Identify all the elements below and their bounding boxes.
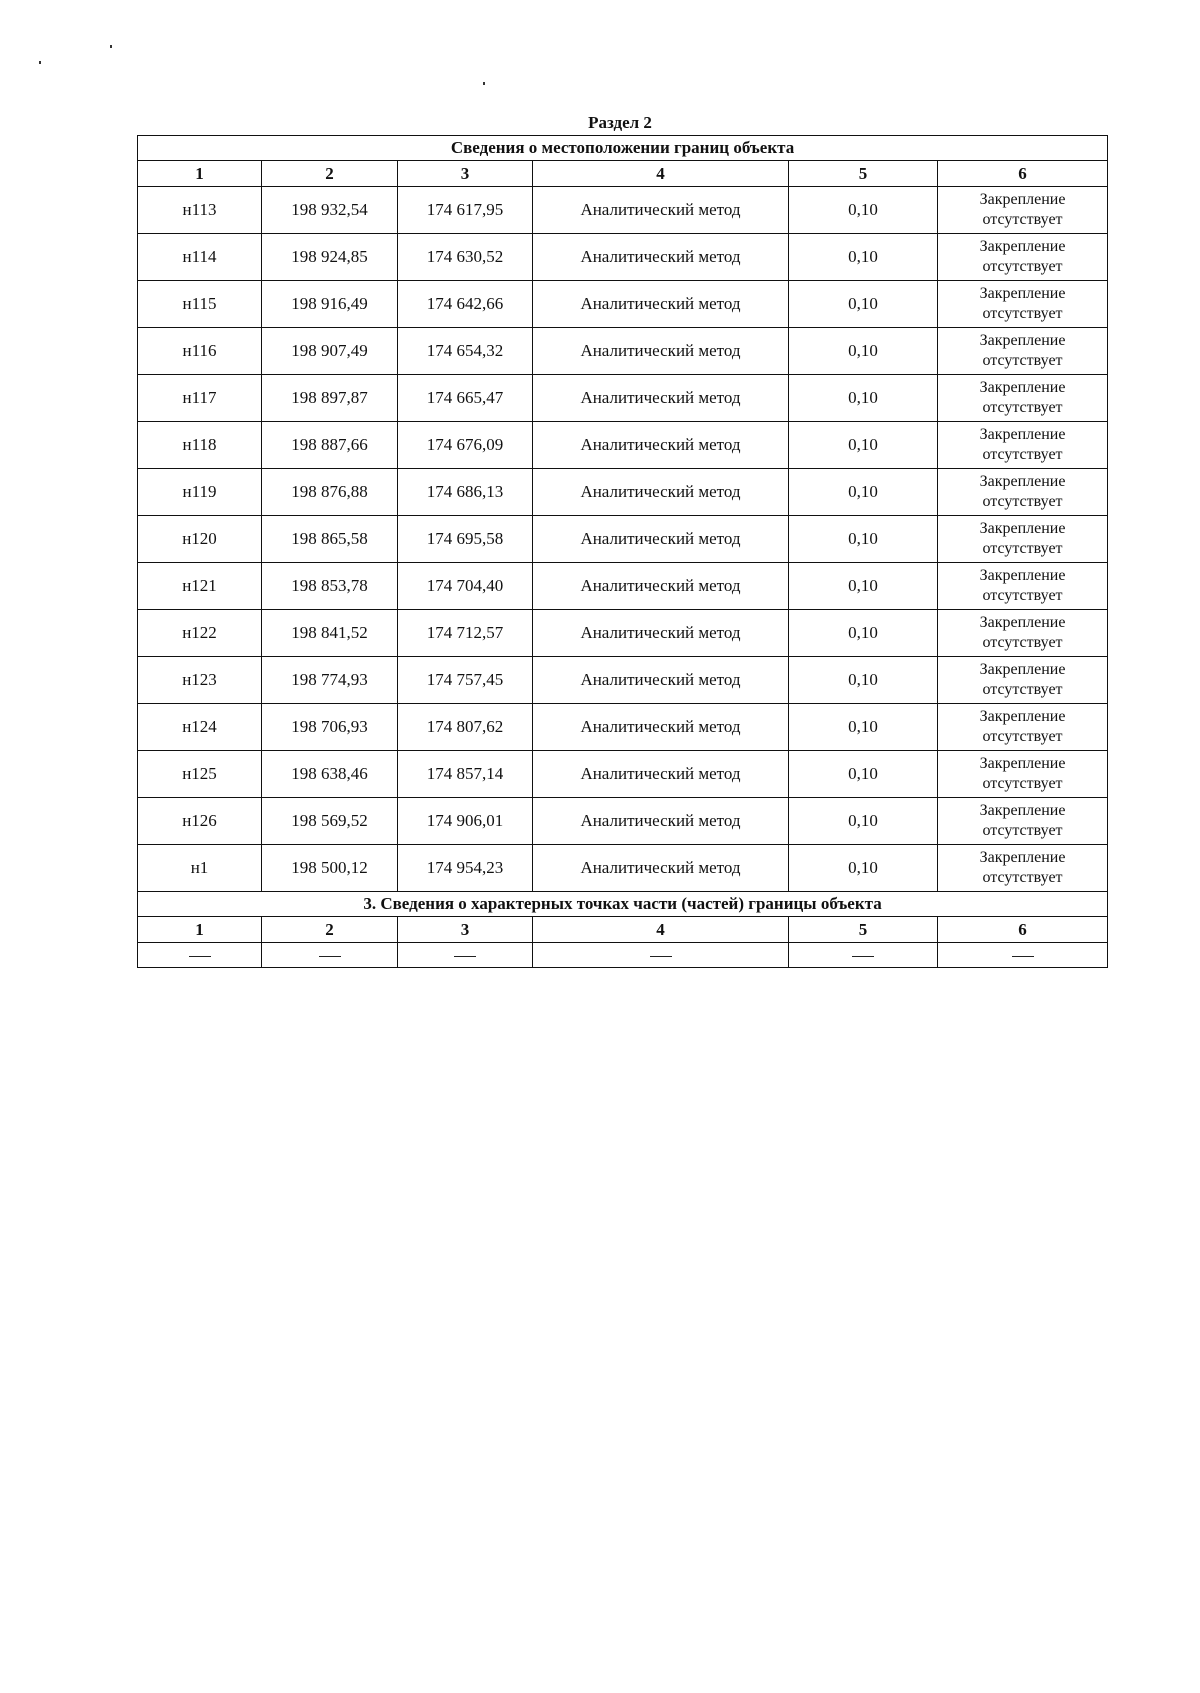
cell-accuracy: 0,10 [789, 704, 938, 751]
cell-y: 174 665,47 [398, 375, 533, 422]
cell-method: Аналитический метод [533, 281, 789, 328]
fixing-line-2: отсутствует [982, 493, 1063, 510]
fixing-line-1: Закрепление [979, 614, 1066, 631]
table-row [138, 798, 1108, 845]
cell-y: 174 654,32 [398, 328, 533, 375]
column-header: 6 [938, 161, 1108, 187]
cell-x: 198 897,87 [262, 375, 398, 422]
cell-x: 198 924,85 [262, 234, 398, 281]
cell-fixing [938, 234, 1108, 281]
column-header: 2 [262, 917, 398, 943]
cell-x: 198 500,12 [262, 845, 398, 892]
cell-x: 198 887,66 [262, 422, 398, 469]
cell-x: 198 932,54 [262, 187, 398, 234]
cell-fixing [938, 704, 1108, 751]
cell-accuracy: 0,10 [789, 751, 938, 798]
table-row [138, 610, 1108, 657]
cell-y: 174 617,95 [398, 187, 533, 234]
empty-cell [262, 943, 398, 968]
cell-accuracy: 0,10 [789, 422, 938, 469]
fixing-line-2: отсутствует [982, 822, 1063, 839]
cell-fixing [938, 328, 1108, 375]
fixing-line-1: Закрепление [979, 661, 1066, 678]
cell-x: 198 853,78 [262, 563, 398, 610]
cell-point: н126 [138, 798, 262, 845]
fixing-line-2: отсутствует [982, 258, 1063, 275]
cell-point: н124 [138, 704, 262, 751]
page-title: Раздел 2 [588, 113, 652, 132]
cell-method: Аналитический метод [533, 516, 789, 563]
cell-method: Аналитический метод [533, 375, 789, 422]
fixing-line-2: отсутствует [982, 728, 1063, 745]
dash-mark [650, 956, 672, 957]
cell-point: н115 [138, 281, 262, 328]
table-row [138, 469, 1108, 516]
cell-x: 198 907,49 [262, 328, 398, 375]
fixing-line-1: Закрепление [979, 567, 1066, 584]
cell-point: н118 [138, 422, 262, 469]
table-row [138, 234, 1108, 281]
cell-method: Аналитический метод [533, 798, 789, 845]
cell-fixing [938, 563, 1108, 610]
fixing-line-2: отсутствует [982, 305, 1063, 322]
table-row [138, 422, 1108, 469]
cell-x: 198 774,93 [262, 657, 398, 704]
cell-y: 174 704,40 [398, 563, 533, 610]
cell-fixing [938, 845, 1108, 892]
section-title: Сведения о местоположении границ объекта [138, 136, 1108, 161]
empty-cell [789, 943, 938, 968]
section3-title: 3. Сведения о характерных точках части (частей) границы объекта [138, 892, 1108, 917]
column-header: 4 [533, 161, 789, 187]
cell-y: 174 757,45 [398, 657, 533, 704]
cell-y: 174 807,62 [398, 704, 533, 751]
dash-mark [319, 956, 341, 957]
cell-accuracy: 0,10 [789, 281, 938, 328]
cell-method: Аналитический метод [533, 704, 789, 751]
fixing-line-1: Закрепление [979, 802, 1066, 819]
table-row [138, 704, 1108, 751]
cell-y: 174 686,13 [398, 469, 533, 516]
empty-cell [138, 943, 262, 968]
fixing-line-2: отсутствует [982, 681, 1063, 698]
fixing-line-1: Закрепление [979, 285, 1066, 302]
table-row [138, 187, 1108, 234]
cell-point: н117 [138, 375, 262, 422]
cell-x: 198 876,88 [262, 469, 398, 516]
empty-cell [938, 943, 1108, 968]
column-header: 1 [138, 161, 262, 187]
cell-accuracy: 0,10 [789, 563, 938, 610]
cell-x: 198 569,52 [262, 798, 398, 845]
fixing-line-1: Закрепление [979, 473, 1066, 490]
fixing-line-1: Закрепление [979, 520, 1066, 537]
cell-accuracy: 0,10 [789, 328, 938, 375]
dash-mark [454, 956, 476, 957]
cell-accuracy: 0,10 [789, 375, 938, 422]
scan-speck [483, 82, 485, 85]
column-header: 5 [789, 161, 938, 187]
cell-method: Аналитический метод [533, 845, 789, 892]
cell-point: н125 [138, 751, 262, 798]
cell-point: н120 [138, 516, 262, 563]
cell-fixing [938, 469, 1108, 516]
cell-method: Аналитический метод [533, 187, 789, 234]
fixing-line-1: Закрепление [979, 755, 1066, 772]
section3-empty-row [138, 943, 1108, 968]
cell-point: н122 [138, 610, 262, 657]
dash-mark [1012, 956, 1034, 957]
cell-point: н121 [138, 563, 262, 610]
cell-point: н119 [138, 469, 262, 516]
cell-accuracy: 0,10 [789, 234, 938, 281]
cell-point: н114 [138, 234, 262, 281]
fixing-line-1: Закрепление [979, 379, 1066, 396]
cell-fixing [938, 516, 1108, 563]
cell-y: 174 857,14 [398, 751, 533, 798]
section3-column-header-row [138, 917, 1108, 943]
dash-mark [852, 956, 874, 957]
cell-accuracy: 0,10 [789, 516, 938, 563]
cell-method: Аналитический метод [533, 328, 789, 375]
cell-fixing [938, 281, 1108, 328]
cell-accuracy: 0,10 [789, 657, 938, 704]
table-row [138, 751, 1108, 798]
column-header: 5 [789, 917, 938, 943]
fixing-line-1: Закрепление [979, 708, 1066, 725]
cell-x: 198 638,46 [262, 751, 398, 798]
empty-cell [533, 943, 789, 968]
fixing-line-1: Закрепление [979, 426, 1066, 443]
cell-fixing [938, 798, 1108, 845]
cell-point: н1 [138, 845, 262, 892]
dash-mark [189, 956, 211, 957]
table-row [138, 845, 1108, 892]
cell-accuracy: 0,10 [789, 610, 938, 657]
cell-fixing [938, 422, 1108, 469]
fixing-line-1: Закрепление [979, 849, 1066, 866]
cell-method: Аналитический метод [533, 751, 789, 798]
table-row [138, 657, 1108, 704]
fixing-line-2: отсутствует [982, 634, 1063, 651]
boundary-table [137, 135, 1108, 968]
column-header: 3 [398, 917, 533, 943]
table-row [138, 281, 1108, 328]
cell-y: 174 695,58 [398, 516, 533, 563]
cell-y: 174 630,52 [398, 234, 533, 281]
cell-method: Аналитический метод [533, 469, 789, 516]
column-header: 2 [262, 161, 398, 187]
cell-method: Аналитический метод [533, 422, 789, 469]
cell-accuracy: 0,10 [789, 798, 938, 845]
cell-x: 198 841,52 [262, 610, 398, 657]
section-title-row [138, 136, 1108, 161]
scan-speck [110, 45, 112, 48]
cell-fixing [938, 187, 1108, 234]
column-header: 1 [138, 917, 262, 943]
cell-method: Аналитический метод [533, 234, 789, 281]
table-row [138, 328, 1108, 375]
section3-title-row [138, 892, 1108, 917]
cell-y: 174 954,23 [398, 845, 533, 892]
empty-cell [398, 943, 533, 968]
column-header: 3 [398, 161, 533, 187]
column-header-row [138, 161, 1108, 187]
cell-y: 174 712,57 [398, 610, 533, 657]
fixing-line-1: Закрепление [979, 238, 1066, 255]
cell-x: 198 916,49 [262, 281, 398, 328]
cell-method: Аналитический метод [533, 657, 789, 704]
scan-speck [39, 61, 41, 64]
cell-y: 174 906,01 [398, 798, 533, 845]
fixing-line-2: отсутствует [982, 540, 1063, 557]
fixing-line-2: отсутствует [982, 775, 1063, 792]
cell-point: н116 [138, 328, 262, 375]
cell-fixing [938, 610, 1108, 657]
cell-method: Аналитический метод [533, 563, 789, 610]
cell-y: 174 642,66 [398, 281, 533, 328]
cell-point: н123 [138, 657, 262, 704]
cell-method: Аналитический метод [533, 610, 789, 657]
fixing-line-2: отсутствует [982, 587, 1063, 604]
fixing-line-2: отсутствует [982, 399, 1063, 416]
table-row [138, 563, 1108, 610]
table-row [138, 375, 1108, 422]
cell-fixing [938, 657, 1108, 704]
column-header: 6 [938, 917, 1108, 943]
cell-y: 174 676,09 [398, 422, 533, 469]
cell-fixing [938, 375, 1108, 422]
fixing-line-1: Закрепление [979, 332, 1066, 349]
fixing-line-2: отсутствует [982, 352, 1063, 369]
fixing-line-2: отсутствует [982, 211, 1063, 228]
fixing-line-1: Закрепление [979, 191, 1066, 208]
fixing-line-2: отсутствует [982, 446, 1063, 463]
cell-fixing [938, 751, 1108, 798]
cell-x: 198 865,58 [262, 516, 398, 563]
boundary-table-body [138, 136, 1108, 968]
table-row [138, 516, 1108, 563]
cell-accuracy: 0,10 [789, 469, 938, 516]
fixing-line-2: отсутствует [982, 869, 1063, 886]
cell-accuracy: 0,10 [789, 187, 938, 234]
cell-x: 198 706,93 [262, 704, 398, 751]
cell-point: н113 [138, 187, 262, 234]
column-header: 4 [533, 917, 789, 943]
cell-accuracy: 0,10 [789, 845, 938, 892]
